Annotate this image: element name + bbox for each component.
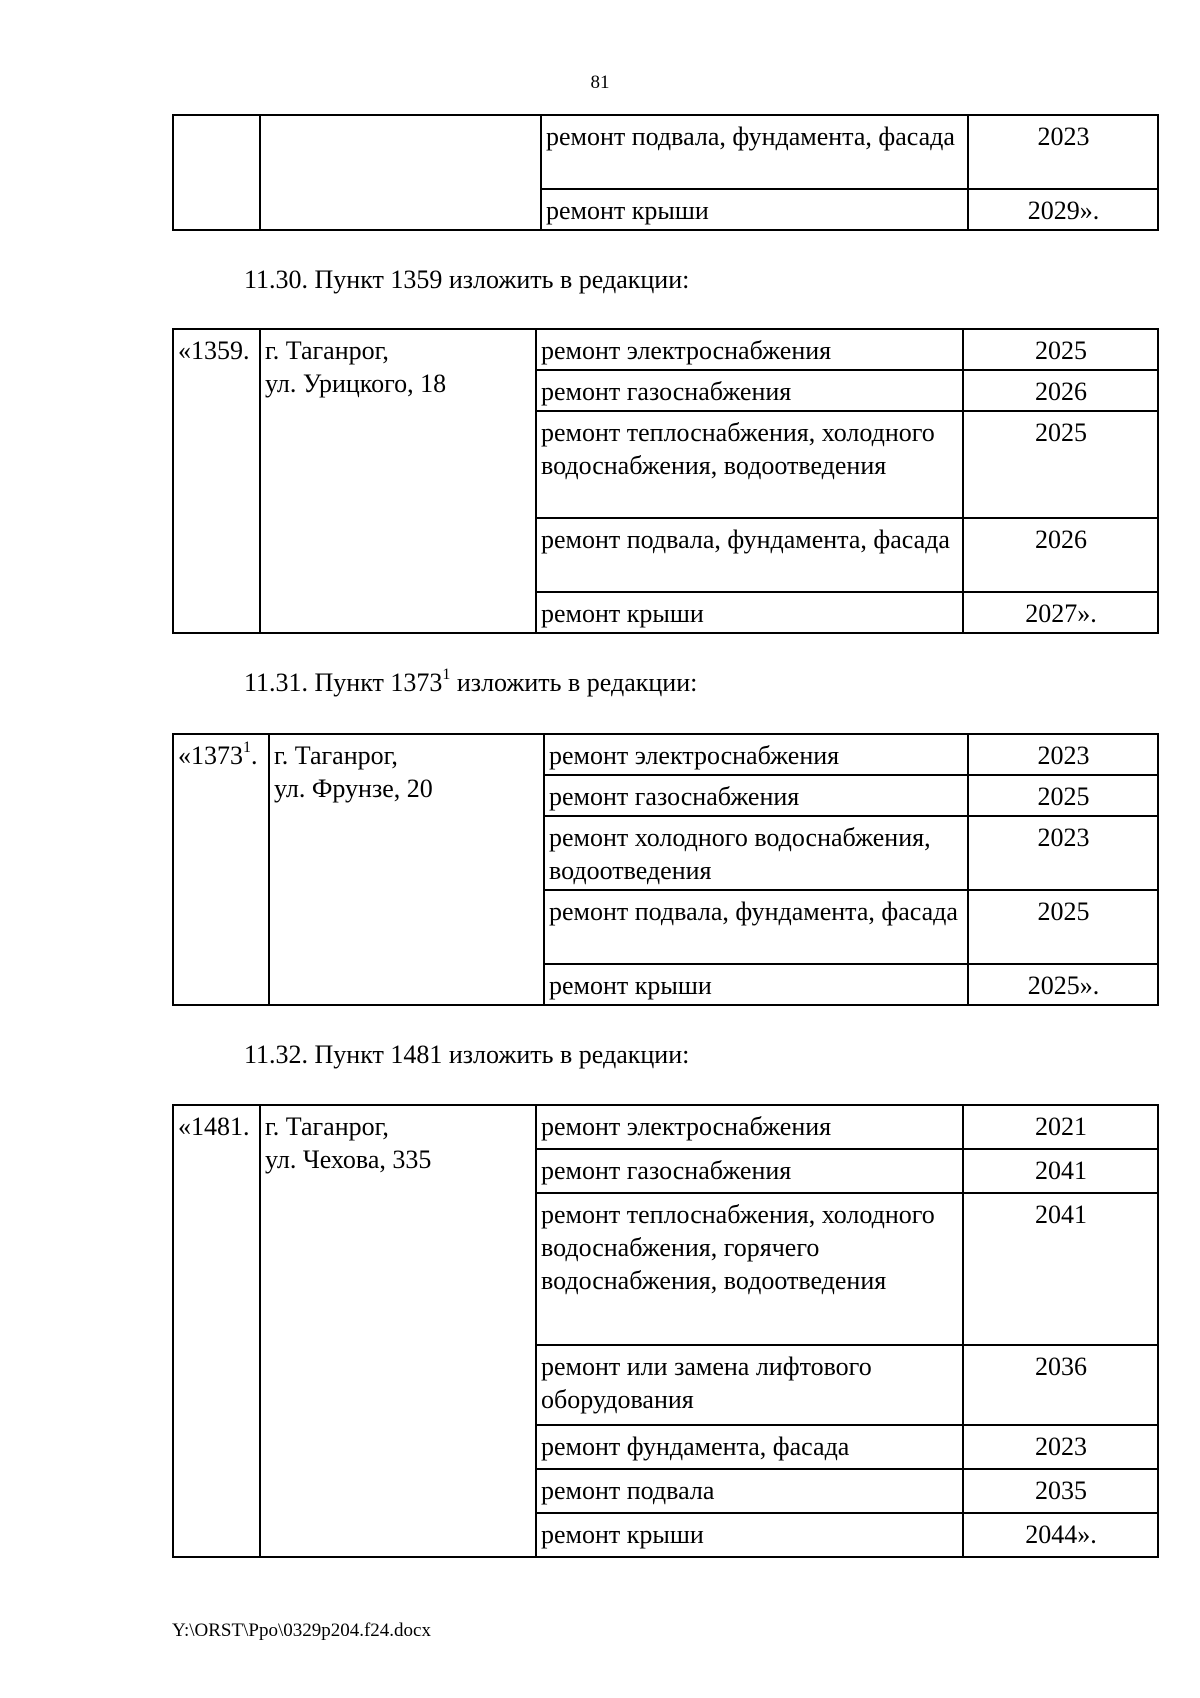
year-cell: 2021 <box>963 1105 1158 1149</box>
item-1359-table <box>172 328 1159 634</box>
year-cell: 2023 <box>963 1425 1158 1469</box>
year-cell: 2029». <box>968 189 1158 230</box>
file-path-footer: Y:\ORST\Ppo\0329p204.f24.docx <box>172 1620 431 1641</box>
work-cell: ремонт газоснабжения <box>536 1149 963 1193</box>
year-cell: 2041 <box>963 1149 1158 1193</box>
work-cell: ремонт холодного водоснабжения, водоотведения <box>544 816 968 890</box>
year-cell: 2025 <box>968 775 1158 816</box>
work-cell: ремонт газоснабжения <box>536 370 963 411</box>
item-number: «1481. <box>173 1105 260 1557</box>
year-cell: 2025». <box>968 964 1158 1005</box>
table-row <box>173 329 1158 370</box>
item-number-text: «1373 <box>178 741 243 770</box>
year-cell: 2036 <box>963 1345 1158 1425</box>
address-cell <box>260 115 541 230</box>
item-1481-table <box>172 1104 1159 1558</box>
work-cell: ремонт теплоснабжения, холодного водоснабжения, горячего водоснабжения, водоотведения <box>536 1193 963 1345</box>
year-cell: 2023 <box>968 734 1158 775</box>
work-cell: ремонт подвала <box>536 1469 963 1513</box>
year-cell: 2035 <box>963 1469 1158 1513</box>
work-cell: ремонт электроснабжения <box>536 329 963 370</box>
table-row <box>173 734 1158 775</box>
item-number-tail: . <box>251 741 258 770</box>
paragraph-suffix: изложить в редакции: <box>450 668 698 697</box>
work-cell: ремонт крыши <box>536 1513 963 1557</box>
year-cell: 2025 <box>968 890 1158 964</box>
work-cell: ремонт электроснабжения <box>544 734 968 775</box>
paragraph-11-30: 11.30. Пункт 1359 изложить в редакции: <box>244 265 690 294</box>
work-cell: ремонт газоснабжения <box>544 775 968 816</box>
address-cell <box>269 734 544 1005</box>
address-city: г. Таганрог, <box>265 336 389 365</box>
number-cell <box>173 115 260 230</box>
year-cell: 2025 <box>963 329 1158 370</box>
year-cell: 2041 <box>963 1193 1158 1345</box>
superscript: 1 <box>243 739 251 757</box>
address-street: ул. Фрунзе, 20 <box>274 774 433 803</box>
paragraph-prefix: 11.31. Пункт 1373 <box>244 668 443 697</box>
address-cell <box>260 1105 536 1557</box>
work-cell: ремонт теплоснабжения, холодного водоснабжения, водоотведения <box>536 411 963 518</box>
year-cell: 2025 <box>963 411 1158 518</box>
address-street: ул. Чехова, 335 <box>265 1145 432 1174</box>
address-cell <box>260 329 536 633</box>
work-cell: ремонт фундамента, фасада <box>536 1425 963 1469</box>
year-cell: 2026 <box>963 518 1158 592</box>
item-number <box>173 734 269 1005</box>
year-cell: 2023 <box>968 115 1158 189</box>
superscript: 1 <box>442 666 451 684</box>
page-number: 81 <box>590 72 610 93</box>
item-number: «1359. <box>173 329 260 633</box>
item-1373-1-table <box>172 733 1159 1006</box>
work-cell: ремонт или замена лифтового оборудования <box>536 1345 963 1425</box>
table-row <box>173 1105 1158 1149</box>
paragraph-11-31 <box>244 667 697 699</box>
year-cell: 2044». <box>963 1513 1158 1557</box>
continuation-table <box>172 114 1159 231</box>
work-cell: ремонт подвала, фундамента, фасада <box>541 115 968 189</box>
work-cell: ремонт крыши <box>544 964 968 1005</box>
work-cell: ремонт электроснабжения <box>536 1105 963 1149</box>
year-cell: 2027». <box>963 592 1158 633</box>
address-city: г. Таганрог, <box>265 1112 389 1141</box>
work-cell: ремонт крыши <box>541 189 968 230</box>
table-row <box>173 115 1158 189</box>
work-cell: ремонт подвала, фундамента, фасада <box>536 518 963 592</box>
work-cell: ремонт крыши <box>536 592 963 633</box>
year-cell: 2023 <box>968 816 1158 890</box>
address-city: г. Таганрог, <box>274 741 398 770</box>
year-cell: 2026 <box>963 370 1158 411</box>
paragraph-11-32: 11.32. Пункт 1481 изложить в редакции: <box>244 1040 690 1069</box>
work-cell: ремонт подвала, фундамента, фасада <box>544 890 968 964</box>
address-street: ул. Урицкого, 18 <box>265 369 447 398</box>
